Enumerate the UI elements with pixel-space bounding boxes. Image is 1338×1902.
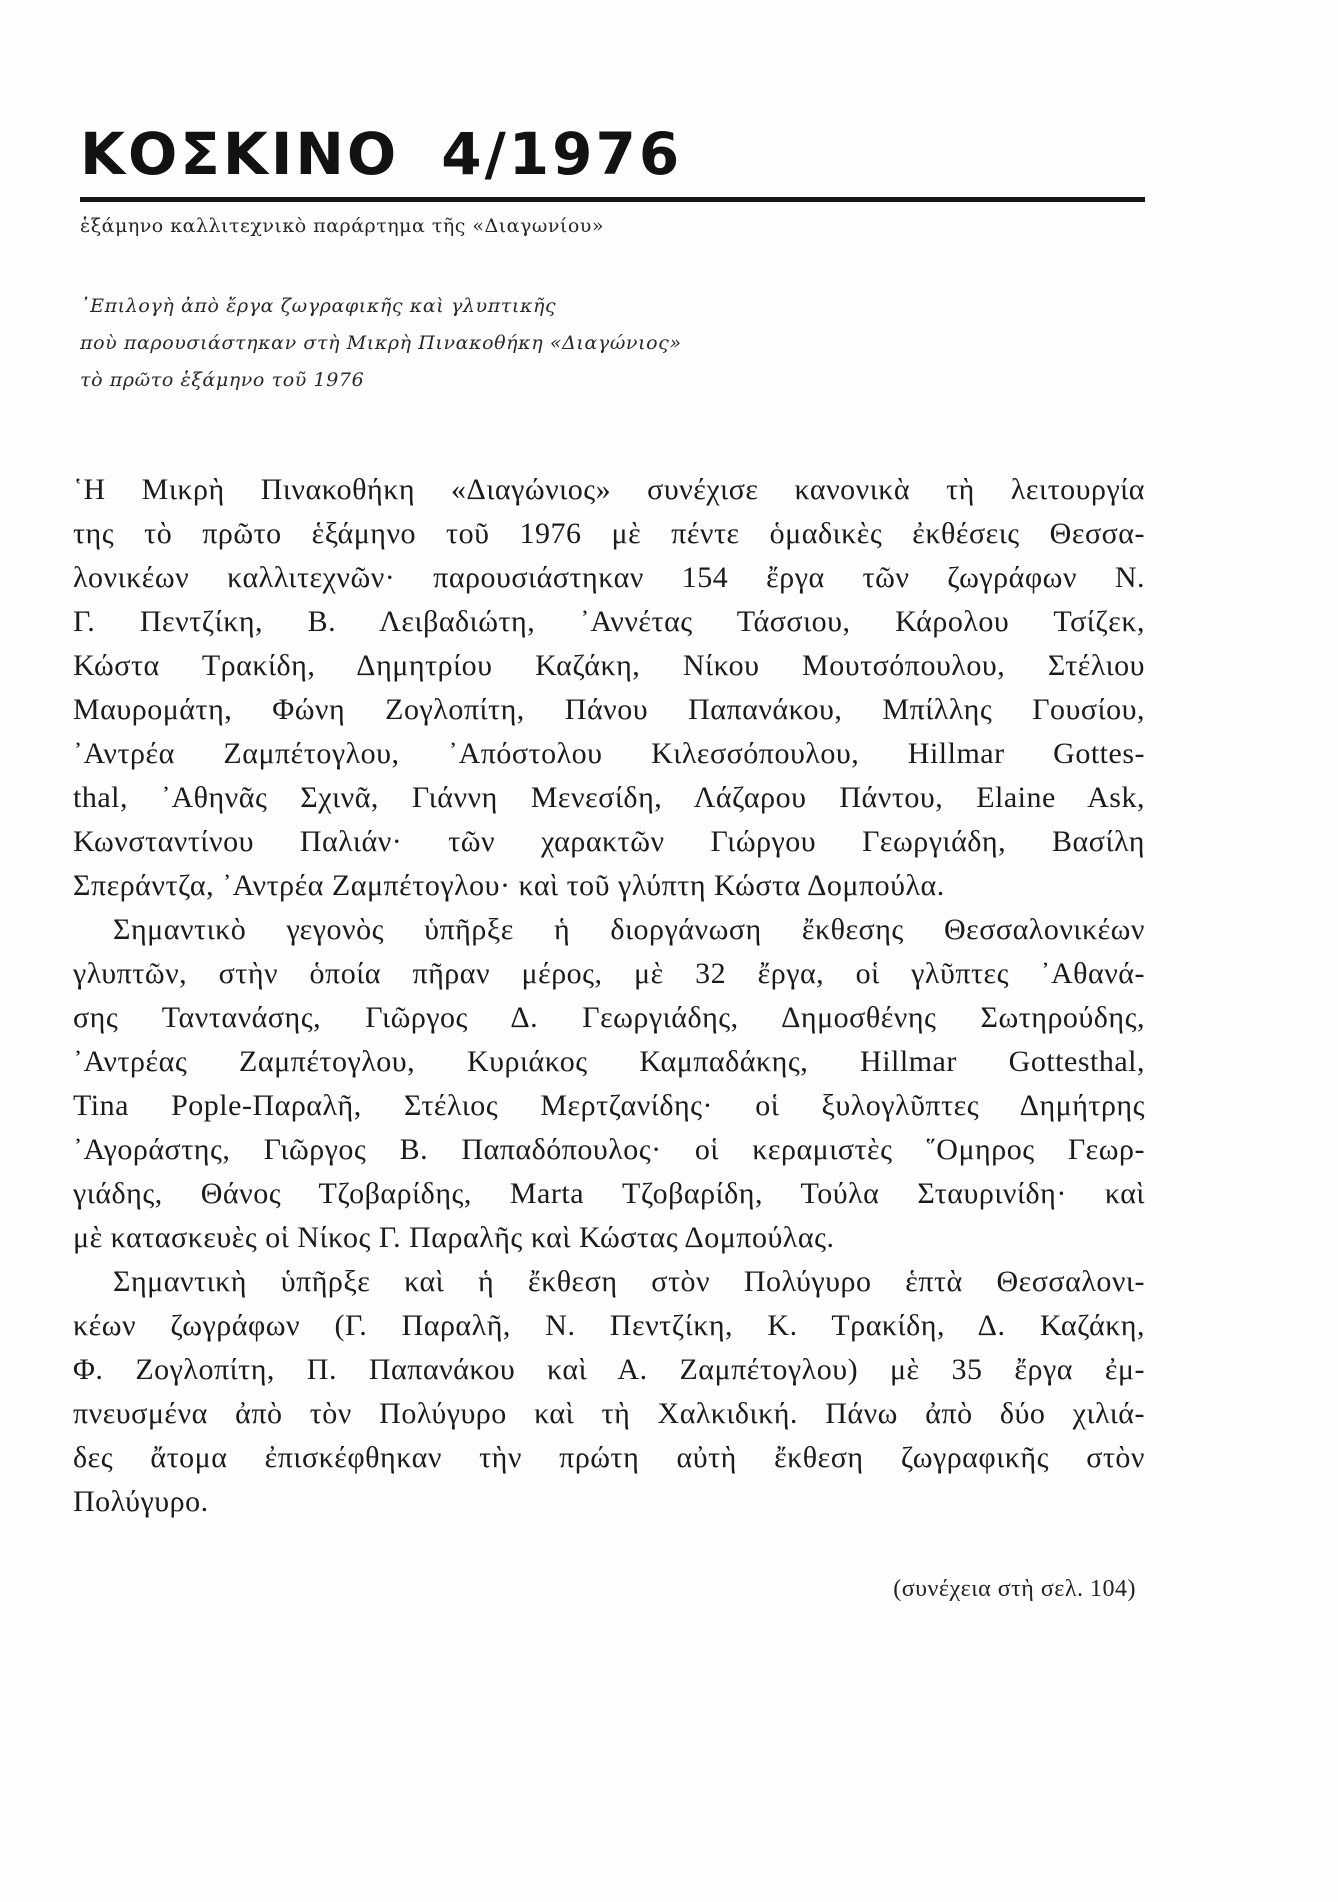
paragraph-line: thal, ᾿Αθηνᾶς Σχινᾶ, Γιάννη Μενεσίδη, Λάζαρου Πάντου, Elaine Ask, [73,781,1145,814]
paragraph-line: δες ἄτομα ἐπισκέφθηκαν τὴν πρώτη αὐτὴ ἔκθεση ζωγραφικῆς στὸν [73,1441,1145,1474]
paragraph-line: Σπεράντζα, ᾿Αντρέα Ζαμπέτογλου· καὶ τοῦ γλύπτη Κώστα Δομπούλα. [73,869,945,902]
paragraph-line: ῾Η Μικρὴ Πινακοθήκη «Διαγώνιος» συνέχισε κανονικὰ τὴ λειτουργία [73,473,1145,506]
intro-line: τὸ πρῶτο ἑξάμηνο τοῦ 1976 [80,369,365,391]
subtitle: ἑξάμηνο καλλιτεχνικὸ παράρτημα τῆς «Διαγωνίου» [80,215,604,237]
masthead-issue: 4/1976 [441,120,683,188]
paragraph-line: Πολύγυρο. [73,1485,209,1518]
intro-line: ποὺ παρουσιάστηκαν στὴ Μικρὴ Πινακοθήκη «Διαγώνιος» [80,332,682,354]
paragraph-line: της τὸ πρῶτο ἑξάμηνο τοῦ 1976 μὲ πέντε ὁμαδικὲς ἐκθέσεις Θεσσα- [73,517,1145,550]
header-rule [80,197,1145,202]
masthead-title: ΚΟΣΚΙΝΟ [80,120,400,188]
article-body [73,468,1145,1524]
paragraph-line: Κώστα Τρακίδη, Δημητρίου Καζάκη, Νίκου Μουτσόπουλου, Στέλιου [73,649,1145,682]
paragraph-line: μὲ κατασκευὲς οἱ Νίκος Γ. Παραλῆς καὶ Κώστας Δομπούλας. [73,1221,835,1254]
masthead [80,120,682,188]
paragraph-line: Γ. Πεντζίκη, Β. Λειβαδιώτη, ᾿Αννέτας Τάσσιου, Κάρολου Τσίζεκ, [73,605,1145,638]
intro-line: ᾿Επιλογὴ ἀπὸ ἔργα ζωγραφικῆς καὶ γλυπτικῆς [80,295,557,317]
paragraph-line: Κωνσταντίνου Παλιάν· τῶν χαρακτῶν Γιώργου Γεωργιάδη, Βασίλη [73,825,1145,858]
paragraph-line: Μαυρομάτη, Φώνη Ζογλοπίτη, Πάνου Παπανάκου, Μπίλλης Γουσίου, [73,693,1145,726]
paragraph-line: ᾿Αγοράστης, Γιῶργος Β. Παπαδόπουλος· οἱ κεραμιστὲς ῞Ομηρος Γεωρ- [73,1133,1145,1166]
paragraph-line: γιάδης, Θάνος Τζοβαρίδης, Marta Τζοβαρίδη, Τούλα Σταυρινίδη· καὶ [73,1177,1145,1210]
paragraph-line: ᾿Αντρέας Ζαμπέτογλου, Κυριάκος Καμπαδάκης, Hillmar Gottesthal, [73,1045,1145,1078]
paragraph-line: γλυπτῶν, στὴν ὁποία πῆραν μέρος, μὲ 32 ἔργα, οἱ γλῦπτες ᾿Αθανά- [73,957,1145,990]
paragraph-line: λονικέων καλλιτεχνῶν· παρουσιάστηκαν 154 ἔργα τῶν ζωγράφων Ν. [73,561,1145,594]
paragraph-line: Σημαντικὴ ὑπῆρξε καὶ ἡ ἔκθεση στὸν Πολύγυρο ἑπτὰ Θεσσαλονι- [113,1265,1145,1298]
paragraph-line: Σημαντικὸ γεγονὸς ὑπῆρξε ἡ διοργάνωση ἔκθεσης Θεσσαλονικέων [113,913,1145,946]
paragraph-line: σης Ταντανάσης, Γιῶργος Δ. Γεωργιάδης, Δημοσθένης Σωτηρούδης, [73,1001,1145,1034]
paragraph-line: πνευσμένα ἀπὸ τὸν Πολύγυρο καὶ τὴ Χαλκιδική. Πάνω ἀπὸ δύο χιλιά- [73,1397,1145,1430]
paragraph-line: κέων ζωγράφων (Γ. Παραλῆ, Ν. Πεντζίκη, Κ. Τρακίδη, Δ. Καζάκη, [73,1309,1145,1342]
continuation-note: (συνέχεια στὴ σελ. 104) [893,1576,1136,1602]
paragraph-line: Φ. Ζογλοπίτη, Π. Παπανάκου καὶ Α. Ζαμπέτογλου) μὲ 35 ἔργα ἐμ- [73,1353,1145,1386]
paragraph-line: Tina Pople-Παραλῆ, Στέλιος Μερτζανίδης· οἱ ξυλογλῦπτες Δημήτρης [73,1089,1145,1122]
intro-block [80,288,682,399]
paragraph-line: ᾿Αντρέα Ζαμπέτογλου, ᾿Απόστολου Κιλεσσόπουλου, Hillmar Gottes- [73,737,1145,770]
